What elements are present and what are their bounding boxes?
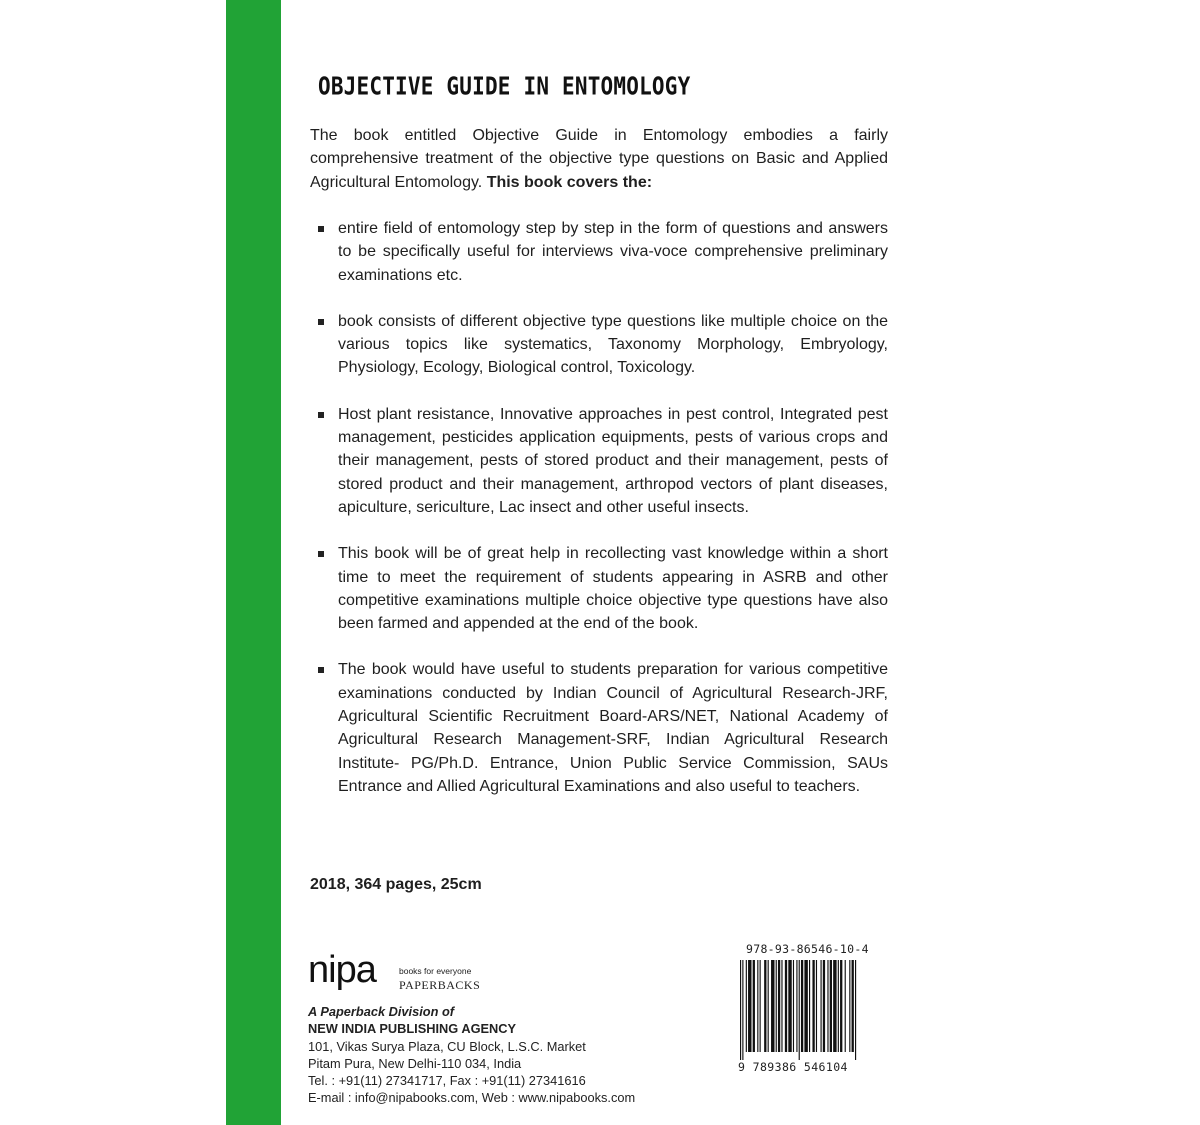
isbn-number: 978-93-86546-10-4: [746, 942, 869, 956]
square-bullet-icon: [318, 551, 324, 557]
barcode-bars-icon: [738, 960, 892, 1060]
publisher-phone: Tel. : +91(11) 27341717, Fax : +91(11) 27341616: [308, 1073, 586, 1089]
list-item-text: The book would have useful to students preparation for various competitive examinations conducted by Indian Council of Agricultural Research-JRF, Agricultural Scientific Recruitment Board-ARS/NET, National Academy of Agricultural Research Management-SRF, Indian Agricultural Research Institute- PG/Ph.D. Entrance, Union Public Service Commission, SAUs Entrance and Allied Agricultural Examinations and also useful to teachers.: [338, 661, 888, 795]
barcode-digits: 9 789386 546104: [738, 1060, 848, 1074]
barcode-bar: [776, 960, 777, 1052]
barcode-bar: [849, 960, 850, 1052]
barcode-bar: [816, 960, 817, 1052]
barcode-bar: [812, 960, 814, 1052]
barcode-bar: [823, 960, 825, 1052]
publisher-logo: [308, 950, 488, 1000]
intro-text: The book entitled Objective Guide in Entomology embodies a fairly comprehensive treatment of the objective type questions on Basic and Applied Agricultural Entomology.: [310, 127, 888, 191]
barcode-bar: [804, 960, 807, 1052]
barcode-bar: [781, 960, 782, 1052]
barcode-bar: [740, 960, 741, 1060]
intro-paragraph: [310, 124, 888, 194]
list-item: [308, 310, 888, 380]
barcode-bar: [757, 960, 758, 1052]
publisher-info: [308, 1003, 728, 1107]
barcode-bar: [840, 960, 842, 1052]
barcode-bar: [855, 960, 856, 1060]
barcode-bar: [827, 960, 828, 1052]
square-bullet-icon: [318, 319, 324, 325]
barcode-bar: [753, 960, 755, 1052]
barcode-bar: [833, 960, 836, 1052]
barcode-bar: [801, 960, 803, 1052]
list-item-text: entire field of entomology step by step in the form of questions and answers to be specifically useful for interviews viva-voce comprehensive preliminary examinations etc.: [338, 220, 888, 284]
logo-wordmark: nipa: [308, 949, 376, 991]
barcode-bar: [845, 960, 846, 1052]
list-item-text: book consists of different objective type questions like multiple choice on the various topics like systematics, Taxonomy Morphology, Embryology, Physiology, Ecology, Biological control, Toxicology.: [338, 312, 888, 377]
list-item-text: Host plant resistance, Innovative approaches in pest control, Integrated pest management, pesticides application equipments, pests of various crops and their management, pests of stored product and their management, pests of stored product and their management, arthropod vectors of plant diseases, apiculture, sericulture, Lac insect and other useful insects.: [338, 405, 888, 516]
book-meta: 2018, 364 pages, 25cm: [310, 876, 482, 893]
square-bullet-icon: [318, 226, 324, 232]
list-item: [308, 403, 888, 519]
barcode-bar: [830, 960, 832, 1052]
list-item-text: This book will be of great help in recollecting vast knowledge within a short time to meet the requirement of students appearing in ASRB and other competitive examinations multiple choice objective type questions have also been farmed and appended at the end of the book.: [338, 545, 888, 633]
barcode-bar: [852, 960, 854, 1052]
barcode-bar: [793, 960, 794, 1052]
barcode-bar: [809, 960, 810, 1052]
book-title: OBJECTIVE GUIDE IN ENTOMOLOGY: [318, 72, 691, 101]
logo-tagline: books for everyone: [399, 966, 472, 976]
list-item: [308, 217, 888, 287]
barcode-bar: [778, 960, 780, 1052]
list-item: [308, 658, 888, 798]
barcode-bar: [748, 960, 751, 1052]
barcode-bar: [768, 960, 769, 1052]
cover-green-band: [226, 0, 281, 1125]
publisher-address-1: 101, Vikas Surya Plaza, CU Block, L.S.C. Market: [308, 1038, 586, 1054]
publisher-division: A Paperback Division of: [308, 1004, 455, 1019]
square-bullet-icon: [318, 412, 324, 418]
barcode-bar: [788, 960, 791, 1052]
list-item: [308, 542, 888, 635]
barcode-bar: [771, 960, 774, 1052]
barcode-bar: [746, 960, 747, 1052]
publisher-address-2: Pitam Pura, New Delhi-110 034, India: [308, 1055, 522, 1071]
barcode-bar: [764, 960, 766, 1052]
barcode-bar: [821, 960, 822, 1052]
barcode-bar: [838, 960, 839, 1052]
square-bullet-icon: [318, 667, 324, 673]
barcode-bar: [796, 960, 797, 1052]
barcode-bar: [799, 960, 800, 1060]
isbn-barcode: [738, 942, 892, 1074]
features-list: [308, 217, 888, 798]
barcode-bar: [742, 960, 743, 1060]
intro-bold-text: This book covers the:: [486, 173, 653, 191]
publisher-contact: E-mail : info@nipabooks.com, Web : www.nipabooks.com: [308, 1090, 636, 1106]
barcode-bar: [785, 960, 787, 1052]
barcode-bar: [760, 960, 761, 1052]
logo-imprint: PAPERBACKS: [399, 978, 481, 992]
publisher-name: NEW INDIA PUBLISHING AGENCY: [308, 1021, 517, 1037]
